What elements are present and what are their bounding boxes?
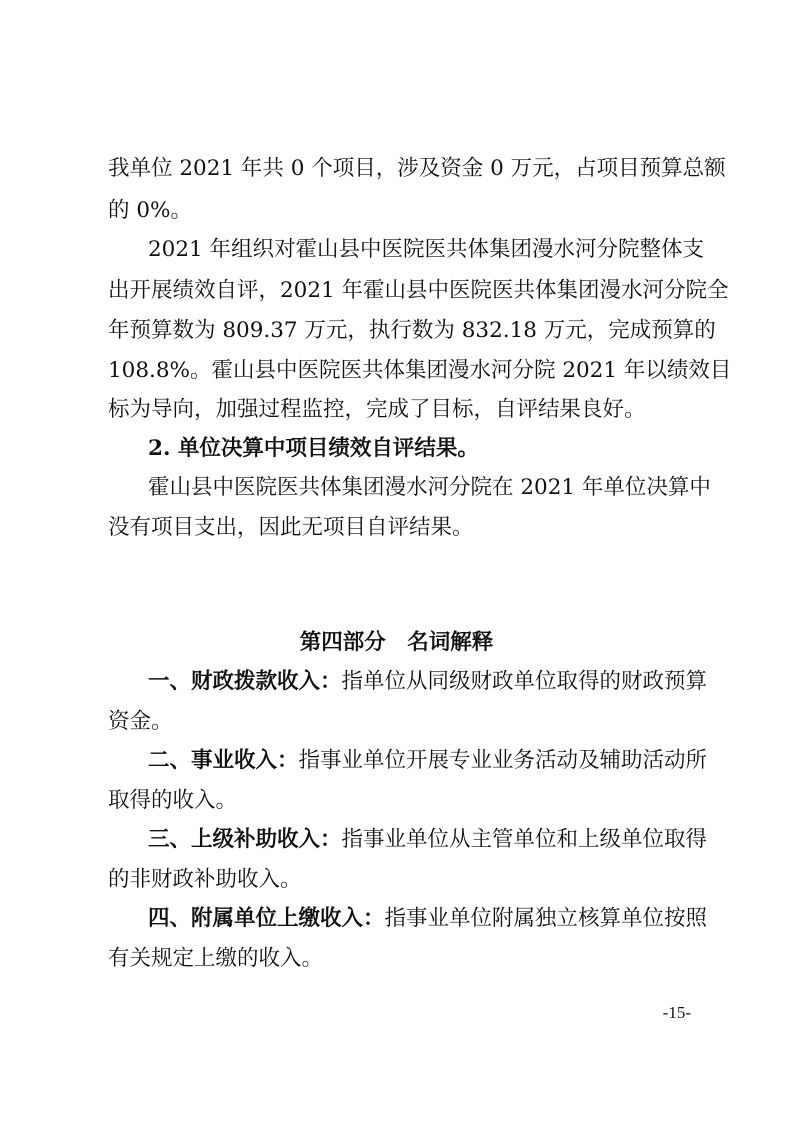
term-label: 三、上级补助收入：	[148, 827, 342, 852]
paragraph-line: 出开展绩效自评，2021 年霍山县中医院医共体集团漫水河分院全	[108, 278, 729, 303]
term-definition: 指事业单位从主管单位和上级单位取得	[341, 827, 708, 852]
term-line	[148, 825, 708, 855]
term-line	[148, 746, 708, 776]
paragraph-line: 标为导向，加强过程监控，完成了目标，自评结果良好。	[108, 397, 646, 422]
term-definition: 指单位从同级财政单位取得的财政预算	[341, 669, 708, 694]
section-title: 第四部分 名词解释	[299, 630, 494, 655]
term-definition-cont: 取得的收入。	[108, 788, 238, 813]
paragraph-line: 的 0%。	[108, 198, 192, 223]
paragraph-line: 我单位 2021 年共 0 个项目，涉及资金 0 万元，占项目预算总额	[108, 156, 726, 181]
term-label: 四、附属单位上缴收入：	[148, 906, 385, 931]
term-definition-cont: 有关规定上缴的收入。	[108, 946, 324, 971]
page-number: -15-	[662, 1003, 691, 1022]
term-definition-cont: 的非财政补助收入。	[108, 867, 302, 892]
paragraph-line: 108.8%。霍山县中医院医共体集团漫水河分院 2021 年以绩效目	[108, 358, 732, 383]
term-definition-cont: 资金。	[108, 709, 173, 734]
term-definition: 指事业单位附属独立核算单位按照	[384, 906, 708, 931]
term-definition: 指事业单位开展专业业务活动及辅助活动所	[298, 748, 708, 773]
term-label: 一、财政拨款收入：	[148, 669, 342, 694]
paragraph-line: 霍山县中医院医共体集团漫水河分院在 2021 年单位决算中	[148, 475, 711, 500]
paragraph-line: 2021 年组织对霍山县中医院医共体集团漫水河分院整体支	[148, 237, 705, 262]
paragraph-line: 年预算数为 809.37 万元，执行数为 832.18 万元，完成预算的	[108, 318, 716, 343]
term-label: 二、事业收入：	[148, 748, 299, 773]
paragraph-line: 没有项目支出，因此无项目自评结果。	[108, 515, 474, 540]
term-line	[148, 667, 708, 697]
term-line	[148, 904, 708, 934]
subheading: 2. 单位决算中项目绩效自评结果。	[148, 436, 479, 461]
